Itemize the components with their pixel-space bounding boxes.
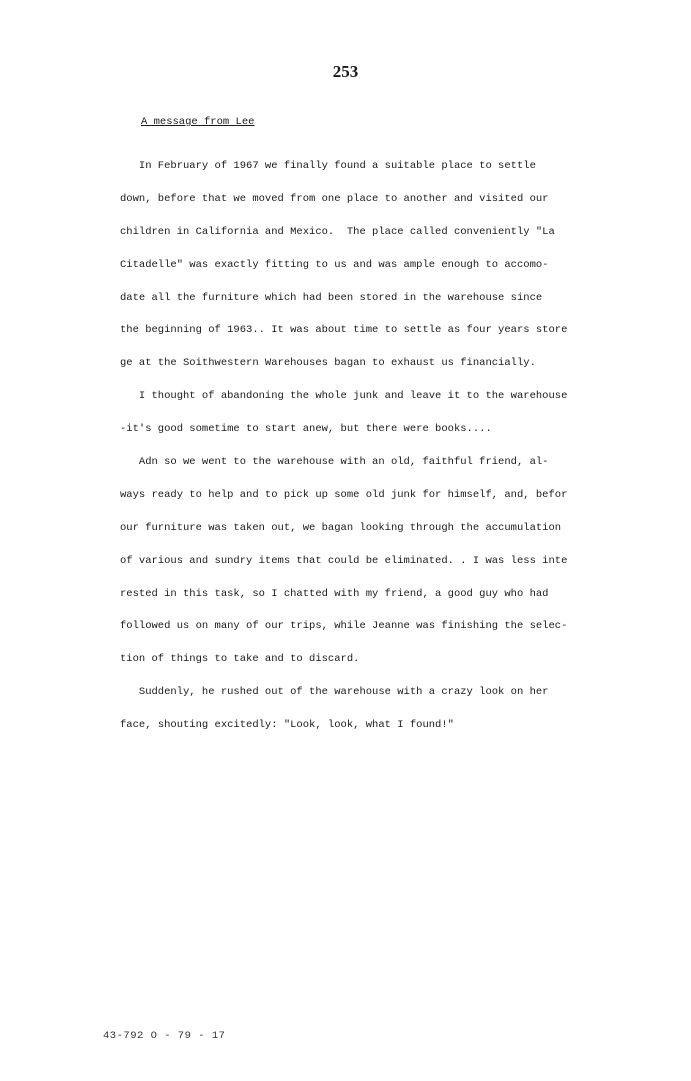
- text-line: our furniture was taken out, we bagan looking through the accumulation: [120, 521, 562, 534]
- text-line: In February of 1967 we finally found a suitable place to settle: [120, 160, 536, 172]
- page-number: 253: [332, 62, 359, 81]
- text-line: tion of things to take and to discard.: [120, 653, 360, 666]
- text-line: ge at the Soithwestern Warehouses bagan to exhaust us financially.: [120, 357, 536, 370]
- text-line: children in California and Mexico. The place called conveniently "La: [120, 225, 555, 238]
- text-line: the beginning of 1963.. It was about time to settle as four years store: [120, 324, 568, 337]
- text-line: -it's good sometime to start anew, but there were books....: [120, 423, 492, 436]
- text-line: Adn so we went to the warehouse with an old, faithful friend, al-: [120, 456, 549, 469]
- body-text: [120, 150, 586, 742]
- section-heading: A message from Lee: [141, 116, 255, 128]
- text-line: Suddenly, he rushed out of the warehouse with a crazy look on her: [120, 686, 549, 699]
- text-line: I thought of abandoning the whole junk and leave it to the warehouse: [120, 390, 568, 403]
- text-line: followed us on many of our trips, while Jeanne was finishing the selec-: [120, 620, 568, 633]
- text-line: rested in this task, so I chatted with my friend, a good guy who had: [120, 587, 549, 600]
- print-code-footer: 43-792 O - 79 - 17: [103, 1030, 226, 1042]
- text-line: face, shouting excitedly: "Look, look, what I found!": [120, 719, 454, 732]
- text-line: ways ready to help and to pick up some old junk for himself, and, befor: [120, 488, 568, 501]
- text-line: of various and sundry items that could be eliminated. . I was less inte: [120, 554, 568, 567]
- text-line: date all the furniture which had been stored in the warehouse since: [120, 291, 543, 304]
- text-line: Citadelle" was exactly fitting to us and was ample enough to accomo-: [120, 258, 549, 271]
- text-line: down, before that we moved from one place to another and visited our: [120, 192, 549, 205]
